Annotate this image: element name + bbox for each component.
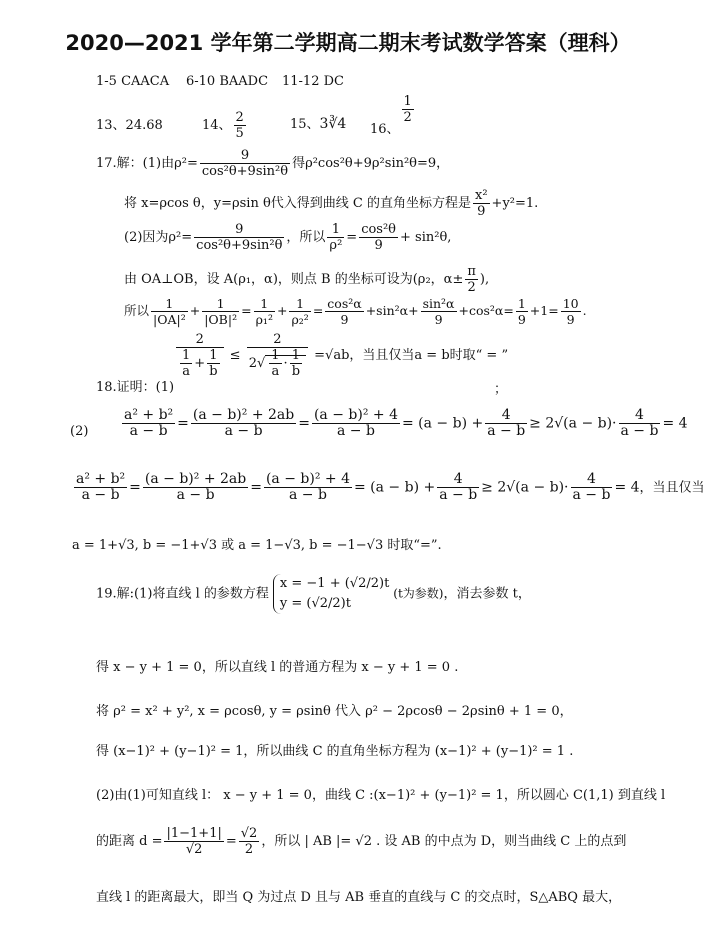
text: ，所以 | AB |= √2 . 设 AB 的中点为 D，则当曲线 C 上的点到 bbox=[261, 834, 627, 849]
numerator: 9 bbox=[194, 222, 284, 238]
text: + bbox=[189, 303, 201, 318]
text: ), bbox=[479, 272, 490, 287]
answer-16 bbox=[370, 94, 416, 138]
numerator: sin²α bbox=[422, 296, 455, 311]
fraction bbox=[207, 348, 219, 379]
numerator: (a − b)² + 2ab bbox=[192, 407, 295, 423]
denominator: b bbox=[291, 364, 301, 379]
fraction bbox=[122, 408, 175, 439]
numerator: 1 bbox=[290, 348, 302, 364]
denominator: 2 bbox=[403, 110, 412, 125]
numerator: 1 bbox=[207, 348, 219, 364]
text: (ρ₂，α± bbox=[412, 272, 464, 287]
answer-14-label: 14、 bbox=[202, 118, 232, 133]
text: ≥ 2√(a − b)· bbox=[481, 479, 569, 496]
answer-16-fraction bbox=[402, 94, 414, 125]
numerator: 4 bbox=[619, 408, 661, 424]
fraction bbox=[437, 472, 479, 503]
q17-line3 bbox=[124, 222, 451, 253]
numerator: (a − b)² + 4 bbox=[265, 471, 350, 487]
numerator: 1 bbox=[151, 296, 188, 312]
fraction bbox=[200, 148, 290, 179]
text: ，当且仅当 bbox=[639, 480, 705, 496]
q19-line5: (2)由(1)可知直线 l： x − y + 1 = 0，曲线 C :(x−1)² + (y−1)² = 1，所以圆心 C(1,1) 到直线 l bbox=[96, 788, 666, 803]
denominator: 9 bbox=[517, 312, 526, 327]
denominator: b bbox=[209, 364, 218, 379]
denominator: cos²θ+9sin²θ bbox=[196, 238, 283, 253]
text: = bbox=[241, 303, 252, 318]
numerator: 4 bbox=[437, 472, 479, 488]
denominator: ρ₂² bbox=[291, 312, 309, 327]
numerator: 2 bbox=[247, 332, 308, 348]
numerator: π bbox=[467, 264, 476, 279]
answer-14-fraction bbox=[234, 110, 246, 141]
denominator: |OB|² bbox=[204, 312, 238, 327]
numerator: 2 bbox=[176, 332, 224, 348]
numerator: 1 bbox=[254, 296, 275, 312]
text: +sin²α+ bbox=[365, 303, 419, 318]
q19-line3: 将 ρ² = x² + y², x = ρcosθ, y = ρsinθ 代入 ρ² − 2ρcosθ − 2ρsinθ + 1 = 0， bbox=[96, 704, 573, 719]
fraction bbox=[151, 296, 188, 327]
fraction bbox=[561, 296, 581, 327]
text: ≤ bbox=[229, 348, 241, 363]
text: = bbox=[225, 834, 237, 849]
fraction bbox=[619, 408, 661, 439]
numerator: 4 bbox=[571, 472, 613, 488]
fraction bbox=[239, 826, 260, 857]
fraction bbox=[290, 348, 302, 379]
answer-16-label: 16、 bbox=[370, 122, 400, 137]
numerator: 1 bbox=[202, 296, 239, 312]
text: . bbox=[582, 303, 587, 318]
text: ≥ 2√(a − b)· bbox=[529, 415, 617, 432]
denominator: a − b bbox=[289, 487, 327, 503]
fraction bbox=[485, 408, 527, 439]
fraction bbox=[516, 296, 528, 327]
q19-line2: 得 x − y + 1 = 0，所以直线 l 的普通方程为 x − y + 1 = 0 . bbox=[96, 660, 459, 675]
system-row: x = −1 + (√2/2)t bbox=[279, 576, 390, 591]
denominator: ρ₁² bbox=[255, 312, 273, 327]
q19-line4: 得 (x−1)² + (y−1)² = 1，所以曲线 C 的直角坐标方程为 (x−1)² + (y−1)² = 1 . bbox=[96, 744, 574, 759]
q19-line6 bbox=[96, 826, 626, 857]
fraction bbox=[176, 332, 224, 379]
text: = (a − b) + bbox=[401, 415, 484, 432]
text: ，消去参数 t， bbox=[443, 586, 531, 602]
text: 所以 bbox=[124, 303, 150, 318]
denominator: a − b bbox=[176, 487, 215, 503]
fraction bbox=[264, 472, 352, 503]
fraction bbox=[202, 296, 239, 327]
denominator: 5 bbox=[235, 126, 244, 141]
text: 17.解：(1)由ρ²= bbox=[96, 156, 198, 171]
denominator bbox=[247, 348, 308, 379]
text: + sin²θ, bbox=[400, 230, 452, 245]
text: 由 OA⊥OB，设 A(ρ₁，α)，则点 B 的坐标可设为 bbox=[124, 272, 413, 287]
text: = bbox=[346, 230, 358, 245]
denominator: √2 bbox=[185, 842, 203, 857]
numerator: 1 bbox=[403, 94, 412, 109]
denominator: 9 bbox=[477, 204, 486, 219]
numerator: 4 bbox=[485, 408, 527, 424]
fraction bbox=[74, 472, 127, 503]
answer-14 bbox=[202, 110, 248, 141]
answer-15-value: 3∛4 bbox=[319, 116, 347, 132]
numerator: (a − b)² + 4 bbox=[313, 407, 398, 423]
numerator: cos²θ bbox=[361, 222, 397, 237]
numerator: |1−1+1| bbox=[166, 826, 222, 841]
denominator: 2 bbox=[467, 280, 476, 295]
parametric-system bbox=[273, 574, 389, 614]
choice-answers-1-5: 1-5 CAACA bbox=[96, 74, 170, 89]
numerator: cos²α bbox=[327, 296, 362, 311]
numerator: 10 bbox=[562, 296, 579, 311]
denominator: a − b bbox=[337, 423, 375, 439]
fraction bbox=[194, 222, 284, 253]
fraction bbox=[180, 348, 192, 379]
numerator: 1 bbox=[182, 348, 191, 363]
numerator: 2 bbox=[235, 110, 244, 125]
text: 的距离 d = bbox=[96, 834, 163, 849]
text: 19.解:(1)将直线 l 的参数方程 bbox=[96, 586, 269, 602]
numerator: 1 bbox=[327, 222, 344, 238]
fraction bbox=[421, 296, 457, 327]
text: + bbox=[276, 303, 288, 318]
numerator: √2 bbox=[240, 826, 258, 841]
q18-equality-condition: a = 1+√3, b = −1+√3 或 a = 1−√3, b = −1−√3 时取“=”. bbox=[72, 538, 442, 553]
page-title: 2020—2021 学年第二学期高二期末考试数学答案（理科） bbox=[65, 31, 631, 55]
q18-equation-2: $\frac{\text{a² + b²}}{a - b}$ = $\frac{\text{(a − b)² + 2ab}}{a - b}$ = $\frac{\text{(a − b)² + 4}}{a - b}$ = (a − b) + $\frac{4}{a - b}$ ≥ 2√(a − b)· $\frac{4}{a - b}$ = 4，当且仅当 bbox=[76, 471, 705, 503]
denominator: ρ² bbox=[329, 238, 343, 253]
q19-line1 bbox=[96, 574, 531, 614]
choice-answers-6-10: 6-10 BAADC bbox=[186, 74, 269, 89]
numerator: 1 bbox=[517, 296, 526, 311]
text: = 4 bbox=[662, 415, 688, 432]
denominator: a − b bbox=[620, 423, 659, 439]
denominator: a − b bbox=[439, 487, 478, 503]
fraction bbox=[325, 296, 363, 327]
fraction bbox=[254, 296, 275, 327]
fraction bbox=[473, 188, 490, 219]
denominator: 9 bbox=[340, 312, 349, 327]
q18-equation-1: $\frac{\text{a² + b²}}{a - b}$ = $\frac{\text{(a − b)² + 2ab}}{a - b}$ = $\frac{\text{(a − b)² + 4}}{a - b}$ = (a − b) + $\frac{4}{a - b}$ ≥ 2√(a − b)· $\frac{4}{a - b}$ = 4 bbox=[124, 407, 688, 439]
choice-answers-11-12: 11-12 DC bbox=[282, 74, 344, 89]
denominator: 2 bbox=[244, 842, 254, 857]
text: 将 x=ρcos θ，y=ρsin θ代入得到曲线 C 的直角坐标方程是 bbox=[124, 196, 471, 211]
q18-semicolon: ； bbox=[494, 382, 508, 397]
denominator: a − b bbox=[572, 487, 611, 503]
text: +cos²α= bbox=[458, 303, 514, 318]
text: ，所以 bbox=[286, 230, 326, 245]
fraction bbox=[269, 348, 281, 379]
answer-15 bbox=[290, 116, 346, 133]
q17-line4 bbox=[124, 264, 489, 295]
text: = bbox=[312, 303, 324, 318]
fraction bbox=[191, 408, 296, 439]
q19-line7: 直线 l 的距离最大，即当 Q 为过点 D 且与 AB 垂直的直线与 C 的交点时，S△ABQ 最大， bbox=[96, 890, 622, 905]
q18-heading: 18.证明：(1) bbox=[96, 380, 175, 395]
text: +y²=1. bbox=[491, 196, 539, 211]
q18-part2-label: (2) bbox=[70, 424, 89, 439]
numerator: a² + b² bbox=[76, 471, 126, 487]
numerator: 1 bbox=[271, 348, 280, 363]
text: +1= bbox=[529, 303, 559, 318]
numerator: 9 bbox=[200, 148, 290, 164]
numerator: a² + b² bbox=[124, 407, 174, 423]
denominator: a − b bbox=[224, 423, 263, 439]
q17-line2 bbox=[124, 188, 538, 219]
fraction bbox=[327, 222, 344, 253]
denominator: a − b bbox=[81, 487, 120, 503]
q17-line1 bbox=[96, 148, 449, 179]
numerator: 1 bbox=[289, 296, 310, 312]
radicand: $\frac{1}{a}$ · $\frac{1}{b}$ bbox=[265, 355, 306, 371]
fraction bbox=[312, 408, 400, 439]
answer-13: 13、24.68 bbox=[96, 118, 163, 133]
denominator: a − b bbox=[129, 423, 168, 439]
text: = 4 bbox=[614, 479, 640, 496]
text: = (a − b) + bbox=[353, 479, 436, 496]
fraction bbox=[143, 472, 248, 503]
denominator: a bbox=[182, 364, 191, 379]
fraction bbox=[289, 296, 310, 327]
denominator: 9 bbox=[434, 312, 443, 327]
denominator: a bbox=[271, 364, 280, 379]
fraction bbox=[359, 222, 398, 253]
fraction bbox=[571, 472, 613, 503]
fraction bbox=[247, 332, 308, 379]
text: 2√ bbox=[248, 356, 266, 371]
fraction bbox=[164, 826, 223, 857]
denominator: 9 bbox=[374, 238, 383, 253]
answer-15-label: 15、 bbox=[290, 117, 320, 132]
denominator: 9 bbox=[566, 312, 575, 327]
text: 得ρ²cos²θ+9ρ²sin²θ=9， bbox=[292, 156, 450, 171]
q17-line6 bbox=[174, 332, 508, 379]
denominator: cos²θ+9sin²θ bbox=[201, 164, 289, 179]
denominator: |OA|² bbox=[153, 312, 186, 327]
denominator: $\frac{1}{a}$ + $\frac{1}{b}$ bbox=[182, 348, 218, 379]
text: =√ab，当且仅当a = b时取“ = ” bbox=[314, 348, 509, 363]
fraction bbox=[465, 264, 478, 295]
system-row: y = (√2/2)t bbox=[279, 596, 351, 611]
numerator: x² bbox=[475, 188, 488, 203]
text: (2)因为ρ²= bbox=[124, 230, 193, 245]
q17-line5 bbox=[124, 296, 587, 327]
numerator: (a − b)² + 2ab bbox=[144, 471, 247, 487]
denominator: a − b bbox=[487, 423, 526, 439]
text: (t为参数) bbox=[393, 586, 444, 601]
